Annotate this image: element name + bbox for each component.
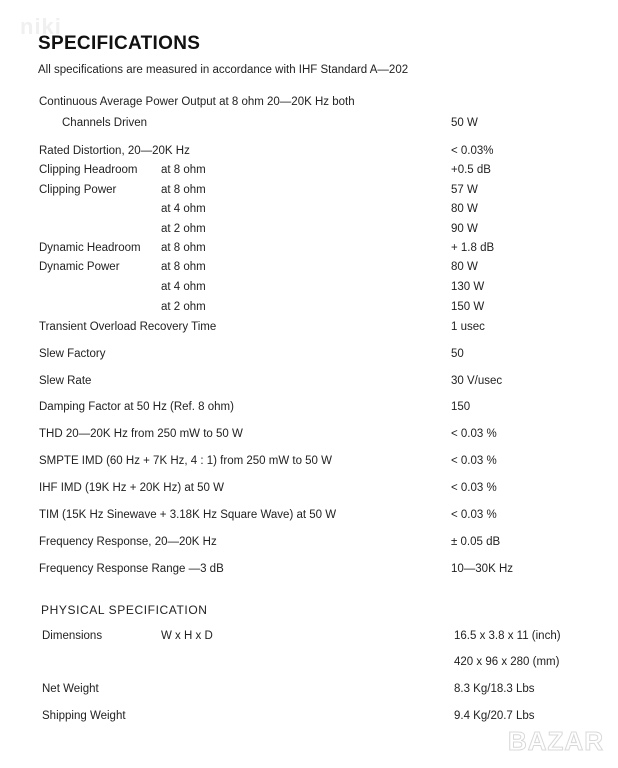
spec-row (0, 509, 618, 525)
spec-row (0, 96, 618, 112)
spec-label: Frequency Response Range —3 dB (39, 563, 224, 575)
physical-value: 8.3 Kg/18.3 Lbs (454, 683, 535, 695)
spec-row (0, 563, 618, 579)
spec-value: 50 (451, 348, 464, 360)
physical-row (0, 683, 618, 699)
spec-value: < 0.03 % (451, 509, 497, 521)
spec-row (0, 223, 618, 239)
spec-row (0, 428, 618, 444)
spec-label: Transient Overload Recovery Time (39, 321, 217, 333)
spec-value: < 0.03 % (451, 428, 497, 440)
spec-row (0, 117, 618, 133)
spec-row (0, 455, 618, 471)
spec-row (0, 482, 618, 498)
physical-label: Shipping Weight (42, 710, 126, 722)
spec-value: 10—30K Hz (451, 563, 514, 575)
spec-condition: at 8 ohm (161, 184, 206, 196)
spec-label: IHF IMD (19K Hz + 20K Hz) at 50 W (39, 482, 225, 494)
spec-value: + 1.8 dB (451, 242, 495, 254)
spec-row (0, 348, 618, 364)
spec-label: Clipping Power (39, 184, 117, 196)
spec-row (0, 301, 618, 317)
spec-label: Channels Driven (62, 117, 148, 129)
spec-row (0, 242, 618, 258)
spec-label: Clipping Headroom (39, 164, 138, 176)
spec-row (0, 536, 618, 552)
spec-value: 80 W (451, 261, 478, 273)
spec-label: SMPTE IMD (60 Hz + 7K Hz, 4 : 1) from 250 mW to 50 W (39, 455, 333, 467)
physical-row (0, 710, 618, 726)
spec-value: < 0.03% (451, 145, 494, 157)
physical-condition: W x H x D (161, 630, 213, 642)
spec-condition: at 8 ohm (161, 261, 206, 273)
page-subtitle: All specifications are measured in accordance with IHF Standard A—202 (38, 64, 409, 76)
spec-row (0, 375, 618, 391)
spec-label: Dynamic Headroom (39, 242, 141, 254)
spec-condition: at 8 ohm (161, 164, 206, 176)
page-title: SPECIFICATIONS (38, 33, 201, 54)
spec-row (0, 401, 618, 417)
spec-condition: at 2 ohm (161, 223, 206, 235)
physical-label: Net Weight (42, 683, 99, 695)
spec-label: Slew Rate (39, 375, 92, 387)
spec-value: 30 V/usec (451, 375, 503, 387)
spec-condition: at 2 ohm (161, 301, 206, 313)
spec-value: 80 W (451, 203, 478, 215)
spec-condition: at 4 ohm (161, 203, 206, 215)
spec-row (0, 321, 618, 337)
spec-value: 130 W (451, 281, 485, 293)
spec-label: Continuous Average Power Output at 8 ohm 20—20K Hz both (39, 96, 355, 108)
spec-value: ± 0.05 dB (451, 536, 501, 548)
spec-value: 57 W (451, 184, 478, 196)
spec-value: 1 usec (451, 321, 485, 333)
physical-spec-heading: PHYSICAL SPECIFICATION (41, 603, 208, 617)
physical-value: 16.5 x 3.8 x 11 (inch) (454, 630, 561, 642)
spec-value: < 0.03 % (451, 482, 497, 494)
spec-label: Frequency Response, 20—20K Hz (39, 536, 217, 548)
spec-label: Damping Factor at 50 Hz (Ref. 8 ohm) (39, 401, 234, 413)
spec-value: 150 (451, 401, 471, 413)
physical-label: Dimensions (42, 630, 103, 642)
spec-row (0, 281, 618, 297)
spec-value: 90 W (451, 223, 478, 235)
spec-row (0, 164, 618, 180)
physical-row (0, 656, 618, 672)
spec-label: TIM (15K Hz Sinewave + 3.18K Hz Square Wave) at 50 W (39, 509, 337, 521)
spec-value: < 0.03 % (451, 455, 497, 467)
spec-value: 150 W (451, 301, 485, 313)
watermark-top: niki (20, 14, 62, 39)
spec-label: THD 20—20K Hz from 250 mW to 50 W (39, 428, 243, 440)
physical-value: 9.4 Kg/20.7 Lbs (454, 710, 535, 722)
spec-value: +0.5 dB (451, 164, 491, 176)
spec-row (0, 184, 618, 200)
spec-label: Dynamic Power (39, 261, 120, 273)
physical-value: 420 x 96 x 280 (mm) (454, 656, 560, 668)
spec-condition: at 8 ohm (161, 242, 206, 254)
spec-value: 50 W (451, 117, 478, 129)
spec-label: Slew Factory (39, 348, 106, 360)
spec-row (0, 145, 618, 161)
spec-condition: at 4 ohm (161, 281, 206, 293)
spec-row (0, 261, 618, 277)
spec-row (0, 203, 618, 219)
spec-label: Rated Distortion, 20—20K Hz (39, 145, 190, 157)
watermark-bottom: BAZAR (508, 726, 604, 756)
physical-row (0, 630, 618, 646)
